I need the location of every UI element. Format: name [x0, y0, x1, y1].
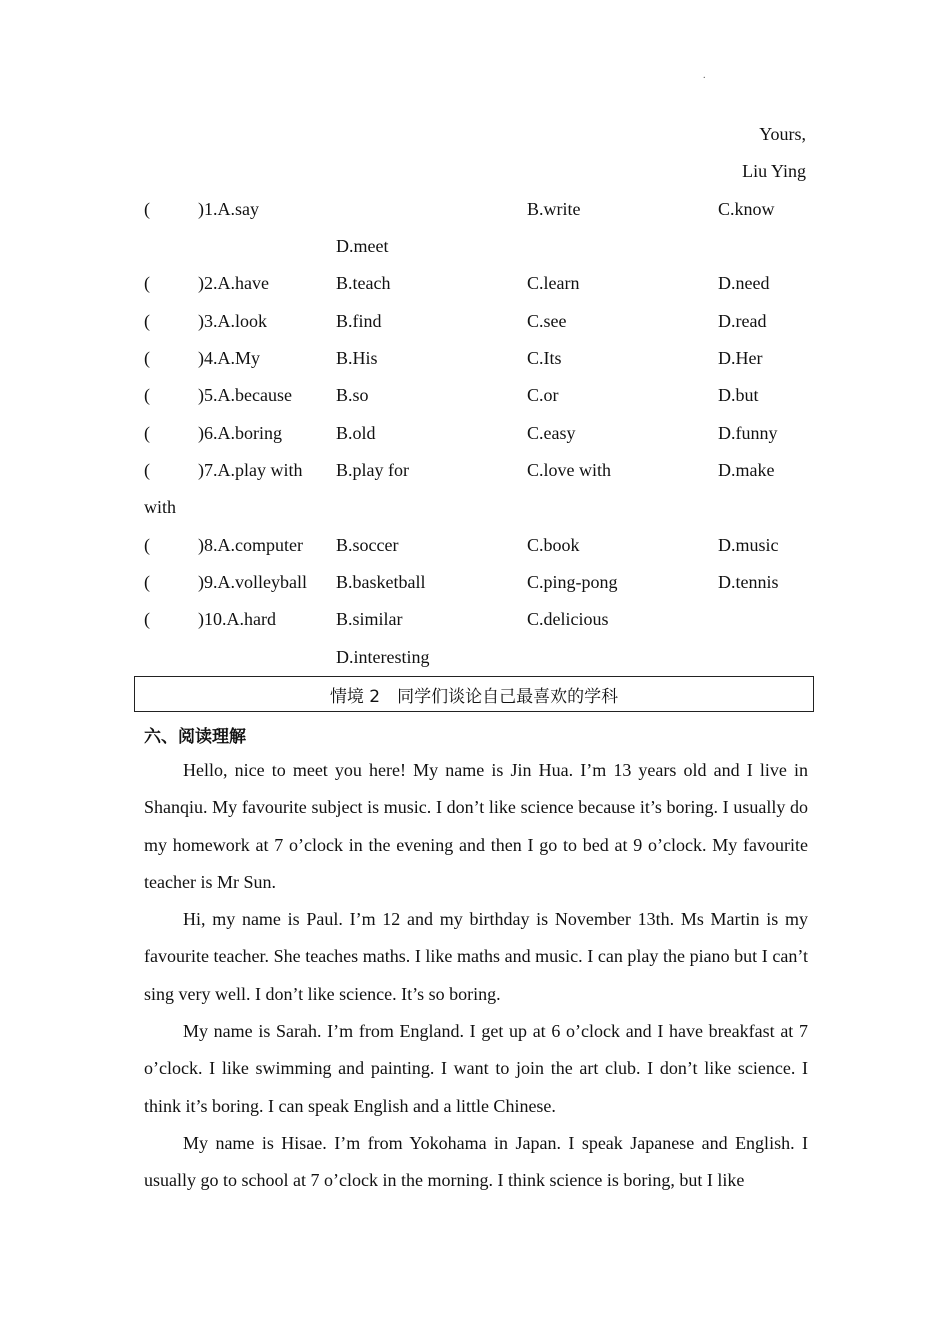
option-d: D.tennis — [718, 572, 779, 592]
question-stem: )7.A.play with — [198, 460, 303, 480]
answer-blank[interactable]: ( — [144, 311, 150, 331]
option-c: C.Its — [527, 348, 562, 368]
question-stem: )10.A.hard — [198, 609, 276, 629]
option-c: C.or — [527, 385, 559, 405]
option-c: C.learn — [527, 273, 580, 293]
question-row-8 — [0, 535, 950, 559]
option-d: D.but — [718, 385, 759, 405]
question-row-7 — [0, 460, 950, 484]
question-row-1 — [0, 199, 950, 223]
reading-paragraph: My name is Sarah. I’m from England. I get up at 6 o’clock and I have breakfast at 7 o’clock. I like swimming and painting. I want to join the art club. I don’t like science. I think it’s boring. I can speak English and a little Chinese. — [144, 1021, 808, 1116]
answer-blank[interactable]: ( — [144, 348, 150, 368]
letter-closing-yours: Yours, — [759, 124, 806, 144]
option-b: B.find — [336, 311, 382, 331]
answer-blank[interactable]: ( — [144, 273, 150, 293]
option-d: D.need — [718, 273, 770, 293]
option-d: C.know — [718, 199, 775, 219]
option-d: D.read — [718, 311, 767, 331]
option-b: B.play for — [336, 460, 409, 480]
option-b: B.similar — [336, 609, 403, 629]
question-stem: )8.A.computer — [198, 535, 303, 555]
scenario-box — [134, 676, 814, 712]
letter-closing-name: Liu Ying — [742, 161, 806, 181]
answer-blank[interactable]: ( — [144, 572, 150, 592]
question-row-3 — [0, 311, 950, 335]
question-row-10 — [0, 609, 950, 633]
question-row-9 — [0, 572, 950, 596]
option-c: C.book — [527, 535, 580, 555]
question-stem: )5.A.because — [198, 385, 292, 405]
option-c: C.ping-pong — [527, 572, 618, 592]
option-d: D.music — [718, 535, 779, 555]
option-c: C.delicious — [527, 609, 609, 629]
question-stem: )2.A.have — [198, 273, 269, 293]
question-row-2 — [0, 273, 950, 297]
option-b: B.old — [336, 423, 376, 443]
reading-paragraph: Hi, my name is Paul. I’m 12 and my birthday is November 13th. Ms Martin is my favourite teacher. She teaches maths. I like maths and music. I can play the piano but I can’t sing very well. I don’t like science. It’s so boring. — [144, 909, 808, 1004]
answer-blank[interactable]: ( — [144, 385, 150, 405]
option-c: C.love with — [527, 460, 611, 480]
scenario-title: 情境 2 同学们谈论自己最喜欢的学科 — [329, 686, 619, 707]
reading-paragraph: My name is Hisae. I’m from Yokohama in Japan. I speak Japanese and English. I usually go to school at 7 o’clock in the morning. I think science is boring, but I like — [144, 1133, 808, 1191]
question-stem: )1.A.say — [198, 199, 259, 219]
option-d: D.make — [718, 460, 775, 480]
question-stem: )4.A.My — [198, 348, 260, 368]
question-row-4 — [0, 348, 950, 372]
question-stem: )9.A.volleyball — [198, 572, 307, 592]
option-c: C.see — [527, 311, 567, 331]
question-7-wrap: with — [144, 497, 177, 517]
option-c: B.write — [527, 199, 581, 219]
option-d: D.Her — [718, 348, 763, 368]
question-stem: )6.A.boring — [198, 423, 282, 443]
reading-paragraph: Hello, nice to meet you here! My name is Jin Hua. I’m 13 years old and I live in Shanqiu. My favourite subject is music. I don’t like science because it’s boring. I usually do my homework at 7 o’clock in the evening and then I go to bed at 9 o’clock. My favourite teacher is Mr Sun. — [144, 760, 808, 893]
option-d: D.funny — [718, 423, 778, 443]
option-b: B.so — [336, 385, 369, 405]
answer-blank[interactable]: ( — [144, 460, 150, 480]
option-b: B.His — [336, 348, 378, 368]
question-row-6 — [0, 423, 950, 447]
answer-blank[interactable]: ( — [144, 423, 150, 443]
question-1-wrap: D.meet — [336, 236, 389, 256]
option-b: B.teach — [336, 273, 391, 293]
option-b: B.soccer — [336, 535, 399, 555]
page-mark: . — [703, 70, 706, 81]
answer-blank[interactable]: ( — [144, 535, 150, 555]
answer-blank[interactable]: ( — [144, 609, 150, 629]
question-10-wrap: D.interesting — [336, 647, 430, 667]
option-c: C.easy — [527, 423, 576, 443]
answer-blank[interactable]: ( — [144, 199, 150, 219]
question-row-5 — [0, 385, 950, 409]
question-stem: )3.A.look — [198, 311, 267, 331]
section-title: 六、阅读理解 — [144, 727, 246, 747]
option-b: B.basketball — [336, 572, 426, 592]
